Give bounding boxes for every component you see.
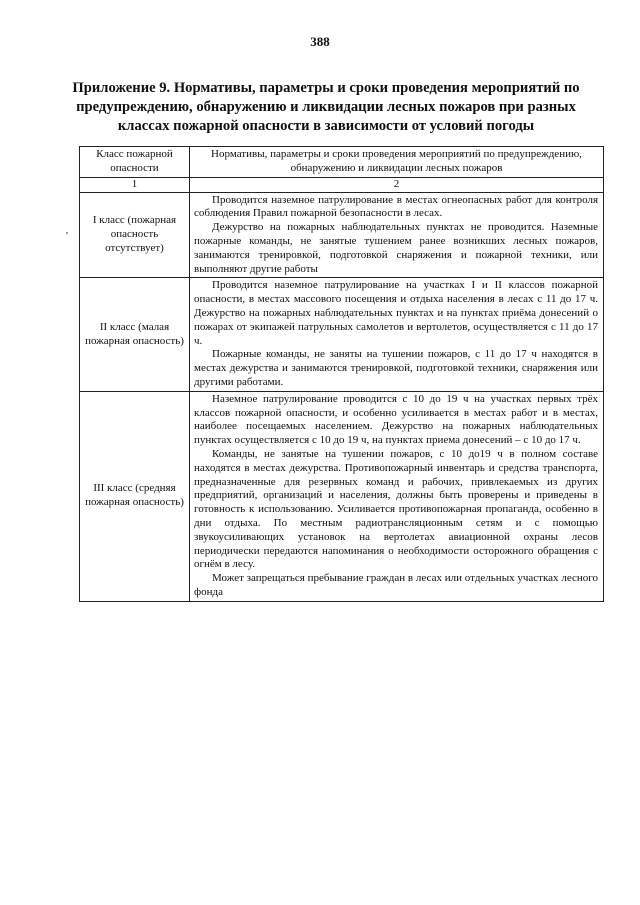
table-row [80, 192, 604, 278]
column-number-1: 1 [80, 177, 190, 192]
paragraph: Команды, не занятые на тушении пожаров, с 10 до19 ч в полном составе находятся в местах дежурства. Противопожарный инвентарь и средства транспорта, предназначенные для резервных команд и рабочих, привлекаемых из других предприятий, организаций и населения, должны быть проверены и приведены в готовность к использованию. Усиливается противопожарная пропаганда, особенно в дни отдыха. По местным радиотрансляционным сетям и с помощью звукоусиливающих установок на вертолетах авиационной охраны лесов периодически передаются напоминания о необходимости осторожного обращения с огнём в лесу. [194, 447, 598, 571]
table-header-row [80, 147, 604, 178]
fire-danger-norms-table [79, 146, 604, 602]
header-norms: Нормативы, параметры и сроки проведения мероприятий по предупреждению, обнаружению и ликвидации лесных пожаров [190, 147, 604, 178]
norms-cell-1 [190, 192, 604, 278]
class-cell-2: II класс (малая пожарная опасность) [80, 278, 190, 391]
class-cell-1: I класс (пожарная опасность отсутствует) [80, 192, 190, 278]
norms-cell-2 [190, 278, 604, 391]
table-row [80, 391, 604, 601]
column-number-2: 2 [190, 177, 604, 192]
paragraph: Пожарные команды, не заняты на тушении пожаров, с 11 до 17 ч находятся в местах дежурства и занимаются тренировкой, подготовкой техники, снаряжения или другими работами. [194, 348, 598, 388]
paragraph: Наземное патрулирование проводится с 10 до 19 ч на участках первых трёх классов пожарной опасности, и особенно усиливается в местах работ и в местах, наиболее посещаемых населением. Дежурство на пожарных наблюдательных пунктах осуществляется с 10 до 19 ч, на пунктах приема донесений – с 10 до 17 ч. [194, 392, 598, 447]
paragraph: Дежурство на пожарных наблюдательных пунктах не проводится. Наземные пожарные команды, не занятые тушением ранее возникших лесных пожаров, занимаются тренировкой, подготовкой снаряжения и пожарной техники, или выполняют другие работы [194, 221, 598, 275]
page-number: 388 [310, 34, 330, 49]
paragraph: Проводится наземное патрулирование на участках I и II классов пожарной опасности, в местах массового посещения и отдыха населения в лесах с 11 до 17 ч. Дежурство на пожарных наблюдательных пунктах и на пунктах приёма донесений о пожарах от экипажей патрульных самолетов и вертолетов, осуществляется с 11 до 17 ч. [194, 279, 598, 347]
paragraph: Проводится наземное патрулирование в местах огнеопасных работ для контроля соблюдения Правил пожарной безопасности в лесах. [194, 193, 598, 220]
class-cell-3: III класс (средняя пожарная опасность) [80, 391, 190, 601]
norms-cell-3 [190, 391, 604, 601]
header-class: Класс пожарной опасности [80, 147, 190, 178]
paragraph: Может запрещаться пребывание граждан в лесах или отдельных участках лесного фонда [194, 572, 598, 598]
column-number-row [80, 177, 604, 192]
margin-mark: ' [66, 230, 68, 242]
appendix-title: Приложение 9. Нормативы, параметры и сроки проведения мероприятий по предупреждению, обнаружению и ликвидации лесных пожаров при разных классах пожарной опасности в зависимости от условий погоды [72, 80, 580, 134]
table-row [80, 278, 604, 391]
